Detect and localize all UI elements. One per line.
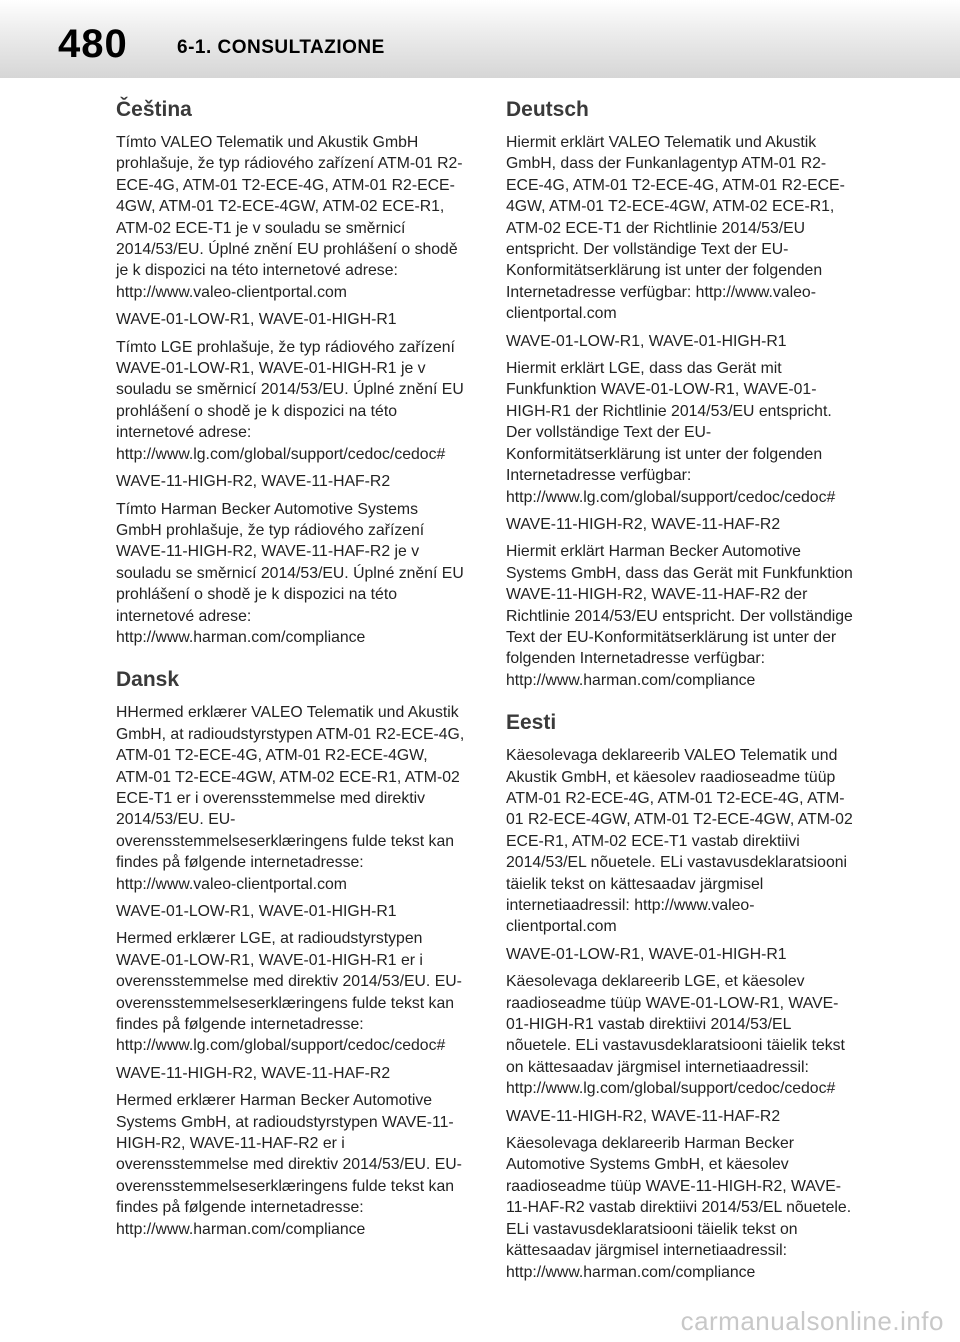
paragraph: Hermed erklærer Harman Becker Automotive Systems GmbH, at radioudstyrstypen WAVE-11-HIGH-R2, WAVE-11-HAF-R2 er i overensstemmelse med direktiv 2014/53/EU. EU-overensstemmelseserklæringens fulde tekst kan findes på følgende internetadresse: http://www.harman.com/compliance	[116, 1092, 462, 1238]
section-dansk	[116, 666, 466, 1240]
watermark: carmanualsonline.info	[680, 1306, 944, 1336]
paragraph: Tímto VALEO Telematik und Akustik GmbH prohlašuje, že typ rádiového zařízení ATM-01 R2-ECE-4G, ATM-01 T2-ECE-4G, ATM-01 R2-ECE-4GW, ATM-01 T2-ECE-4GW, ATM-02 ECE-R1, ATM-02 ECE-T1 je v souladu se směrnicí 2014/53/EU. Úplné znění EU prohlášení o shodě je k dispozici na této internetové adrese: http://www.valeo-clientportal.com	[116, 134, 463, 301]
page-number: 480	[58, 22, 128, 66]
paragraph: Tímto Harman Becker Automotive Systems GmbH prohlašuje, že typ rádiového zařízení WAVE-11-HIGH-R2, WAVE-11-HAF-R2 je v souladu se směrnicí 2014/53/EU. Úplné znění EU prohlášení o shodě je k dispozici na této internetové adrese: http://www.harman.com/compliance	[116, 500, 464, 646]
paragraph: Käesolevaga deklareerib VALEO Telematik und Akustik GmbH, et käesolev raadioseadme tüüp ATM-01 R2-ECE-4G, ATM-01 T2-ECE-4G, ATM-01 R2-ECE-4GW, ATM-01 T2-ECE-4GW, ATM-02 ECE-R1, ATM-02 ECE-T1 vastab direktiivi 2014/53/EL nõuetele. ELi vastavusdeklaratsiooni täielik tekst on kättesaadav järgmisel internetiaadressil: http://www.valeo-clientportal.com	[506, 747, 853, 936]
paragraph: Tímto LGE prohlašuje, že typ rádiového zařízení WAVE-01-LOW-R1, WAVE-01-HIGH-R1 je v souladu se směrnicí 2014/53/EU. Úplné znění EU prohlášení o shodě je k dispozici na této internetové adrese: http://www.lg.com/global/support/cedoc/cedoc#	[116, 338, 464, 463]
heading-deutsch: Deutsch	[506, 98, 589, 121]
paragraph: WAVE-01-LOW-R1, WAVE-01-HIGH-R1	[116, 903, 397, 920]
paragraph: Käesolevaga deklareerib LGE, et käesolev raadioseadme tüüp WAVE-01-LOW-R1, WAVE-01-HIGH-R1 vastab direktiivi 2014/53/EL nõuetele. ELi vastavusdeklaratsiooni täielik tekst on kättesaadav järgmisel internetiaadressil: http://www.lg.com/global/support/cedoc/cedoc#	[506, 973, 845, 1098]
paragraph: Hiermit erklärt LGE, dass das Gerät mit Funkfunktion WAVE-01-LOW-R1, WAVE-01-HIGH-R1 der Richtlinie 2014/53/EU entspricht. Der vollständige Text der EU-Konformitätserklärung ist unter der folgenden Internetadresse verfügbar: http://www.lg.com/global/support/cedoc/cedoc#	[506, 360, 836, 506]
right-column	[506, 96, 856, 1289]
paragraph: WAVE-01-LOW-R1, WAVE-01-HIGH-R1	[506, 945, 787, 963]
paragraph: WAVE-01-LOW-R1, WAVE-01-HIGH-R1	[506, 332, 787, 350]
paragraph: Hiermit erklärt Harman Becker Automotive Systems GmbH, dass das Gerät mit Funkfunktion WAVE-11-HIGH-R2, WAVE-11-HAF-R2 der Richtlinie 2014/53/EU entspricht. Der vollständige Text der EU-Konformitätserklärung ist unter der folgenden Internetadresse verfügbar: http://www.harman.com/compliance	[506, 543, 853, 689]
heading-cestina: Čeština	[116, 98, 192, 121]
heading-eesti: Eesti	[506, 711, 557, 735]
section-eesti	[506, 709, 856, 1283]
page-header	[0, 0, 960, 78]
left-column	[116, 96, 466, 1246]
paragraph: WAVE-01-LOW-R1, WAVE-01-HIGH-R1	[116, 311, 397, 329]
paragraph: WAVE-11-HIGH-R2, WAVE-11-HAF-R2	[116, 1064, 391, 1082]
section-title: 6-1. CONSULTAZIONE	[177, 37, 385, 58]
paragraph: Hiermit erklärt VALEO Telematik und Akustik GmbH, dass der Funkanlagentyp ATM-01 R2-ECE-4G, ATM-01 T2-ECE-4G, ATM-01 R2-ECE-4GW, ATM-01 T2-ECE-4GW, ATM-02 ECE-R1, ATM-02 ECE-T1 der Richtlinie 2014/53/EU entspricht. Der vollständige Text der EU-Konformitätserklärung ist unter der folgenden Internetadresse verfügbar: http://www.valeo-clientportal.com	[506, 134, 845, 323]
section-deutsch	[506, 96, 856, 691]
section-cestina	[116, 96, 466, 648]
paragraph: Käesolevaga deklareerib Harman Becker Automotive Systems GmbH, et käesolev raadioseadme tüüp WAVE-11-HIGH-R2, WAVE-11-HAF-R2 vastab direktiivi 2014/53/EL nõuetele. ELi vastavusdeklaratsiooni täielik tekst on kättesaadav järgmisel internetiaadressil: http://www.harman.com/compliance	[506, 1135, 852, 1281]
paragraph: HHermed erklærer VALEO Telematik und Akustik GmbH, at radioudstyrstypen ATM-01 R2-ECE-4G, ATM-01 T2-ECE-4G, ATM-01 R2-ECE-4GW, ATM-01 T2-ECE-4GW, ATM-02 ECE-R1, ATM-02 ECE-T1 er i overensstemmelse med direktiv 2014/53/EU. EU-overensstemmelseserklæringens fulde tekst kan findes på følgende internetadresse: http://www.valeo-clientportal.com	[116, 704, 465, 893]
paragraph: WAVE-11-HIGH-R2, WAVE-11-HAF-R2	[506, 515, 781, 533]
paragraph: Hermed erklærer LGE, at radioudstyrstypen WAVE-01-LOW-R1, WAVE-01-HIGH-R1 er i overensstemmelse med direktiv 2014/53/EU. EU-overensstemmelseserklæringens fulde tekst kan findes på følgende internetadresse: http://www.lg.com/global/support/cedoc/cedoc#	[116, 930, 462, 1055]
paragraph: WAVE-11-HIGH-R2, WAVE-11-HAF-R2	[506, 1107, 781, 1125]
paragraph: WAVE-11-HIGH-R2, WAVE-11-HAF-R2	[116, 473, 391, 491]
heading-dansk: Dansk	[116, 668, 180, 692]
